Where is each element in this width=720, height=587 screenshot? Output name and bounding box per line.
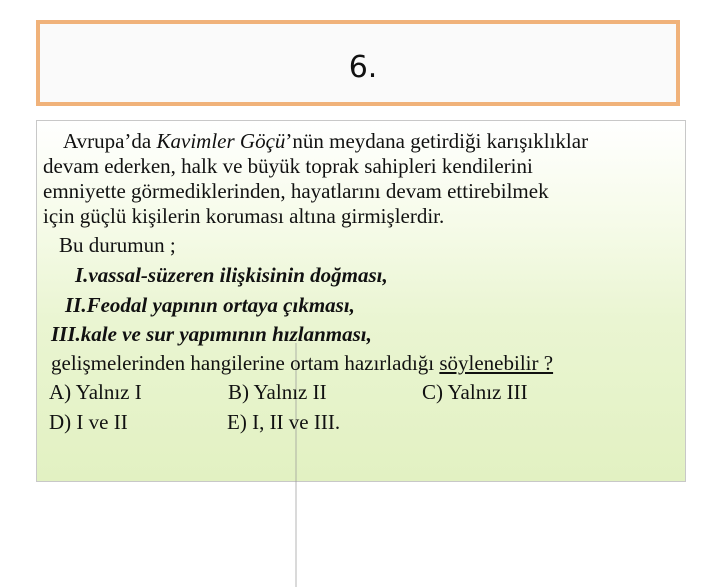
paragraph-line-1-end: ’nün meydana getirdiği karışıklıklar xyxy=(285,129,589,153)
statement-3: III.kale ve sur yapımının hızlanması, xyxy=(51,322,372,346)
paragraph-line-2: devam ederken, halk ve büyük toprak sahipleri kendilerini xyxy=(43,154,533,178)
option-d[interactable]: D) I ve II xyxy=(49,410,128,434)
paragraph-line-1-italic: Kavimler Göçü xyxy=(156,129,286,153)
option-b[interactable]: B) Yalnız II xyxy=(228,380,327,404)
paragraph-line-4: için güçlü kişilerin koruması altına girmişlerdir. xyxy=(43,204,445,228)
question-box xyxy=(36,120,686,482)
statement-2: II.Feodal yapının ortaya çıkması, xyxy=(65,293,355,317)
question-prompt-text: gelişmelerinden hangilerine ortam hazırladığı xyxy=(51,351,440,375)
option-c[interactable]: C) Yalnız III xyxy=(422,380,528,404)
paragraph-line-1 xyxy=(63,129,588,153)
paragraph-line-3: emniyette görmediklerinden, hayatlarını devam ettirebilmek xyxy=(43,179,549,203)
question-lead: Bu durumun ; xyxy=(59,233,176,257)
option-e[interactable]: E) I, II ve III. xyxy=(227,410,341,434)
statement-1: I.vassal-süzeren ilişkisinin doğması, xyxy=(75,263,388,287)
question-prompt xyxy=(51,351,553,375)
slide-number: 6. xyxy=(348,50,378,85)
paragraph-line-1-start: Avrupa’da xyxy=(63,129,157,153)
slide-title-box xyxy=(36,20,680,106)
question-prompt-underlined: söylenebilir ? xyxy=(439,351,554,375)
option-a[interactable]: A) Yalnız I xyxy=(49,380,142,404)
